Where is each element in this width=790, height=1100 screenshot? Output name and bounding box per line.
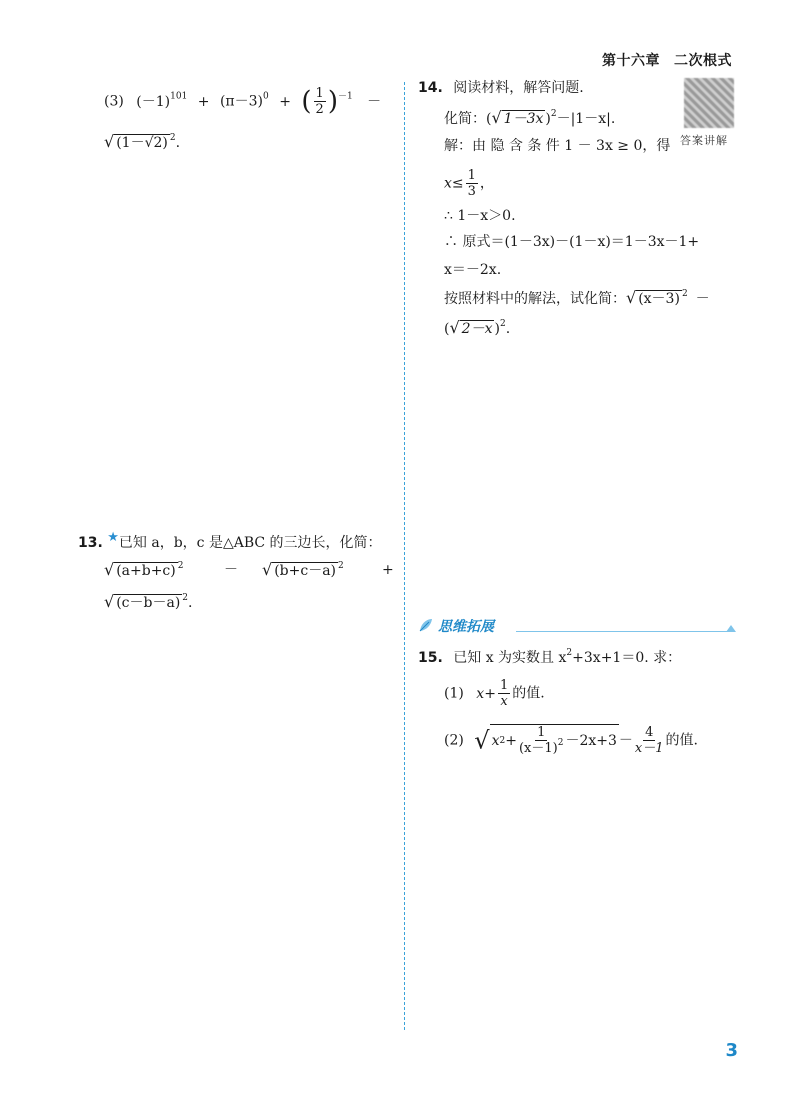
operator: + [279, 93, 291, 110]
q14-line8: (√ 2－x )$^2$. [444, 318, 511, 337]
star-icon: ★ [107, 530, 119, 545]
q14-line6: x＝－2x. [444, 262, 502, 278]
q14-line2: 解：由 隐 含 条 件 1 － 3x ≥ 0，得 [444, 138, 671, 154]
term-exponent: －1 [337, 91, 353, 102]
part-label: (3) [104, 93, 124, 110]
question-text: 阅读材料，解答问题. [453, 80, 584, 96]
q13-expression: √ (a+b+c) $^2$ － √ (b+c－a) $^2$ + [104, 560, 394, 579]
term-exponent: 0 [263, 91, 269, 102]
qr-caption: 答案讲解 [680, 134, 728, 147]
right-paren: ) [327, 86, 338, 117]
q14-line3: x≤ $\frac{1}{3}$ ， [444, 168, 494, 199]
question-number: 13. [78, 535, 103, 551]
q14-title [418, 78, 584, 98]
radical: √ (x－3) [626, 288, 680, 307]
fraction: $\frac{4}{x-1}$ [634, 725, 664, 756]
q13-question [78, 528, 382, 553]
q14-line4: ∴ 1－x＞0. [444, 208, 516, 224]
page-header [602, 50, 732, 70]
q15-question: 15. 已知 x 为实数且 $x^2+3x+1=0$. 求： [418, 648, 682, 666]
radical: √ (c－b－a) [104, 592, 181, 611]
fraction: $\frac{1}{(x-1)^2}$ [518, 725, 564, 756]
q15-part2: (2) √ x 2 + $\frac{1}{(x-1)^2}$ －2x+3 － $\frac{4}{x-1}$ 的值. [444, 725, 698, 756]
chapter-label: 第十六章 [602, 53, 660, 69]
radical: √ 2－x [449, 318, 493, 337]
fraction: $\frac{1}{2}$ [315, 86, 324, 117]
q14-line7: 按照材料中的解法，试化简：√ (x－3) $^2$ － [444, 288, 710, 307]
section-banner [416, 614, 738, 638]
radical: √ 1－3x [491, 108, 544, 127]
radical: √ (1－√2) [104, 132, 168, 151]
q14-line5: ∴ 原式＝(1－3x)－(1－x)＝1－3x－1+ [444, 234, 700, 250]
question-text: 已知 a，b，c 是△ABC 的三边长，化简： [118, 535, 382, 551]
page-number: 3 [725, 1040, 738, 1061]
q14-line1: 化简：(√ 1－3x )$^2$－|1－x|. [444, 108, 616, 127]
part-label: (2) [444, 732, 464, 749]
operator: － [224, 562, 238, 578]
radical: √ (b+c－a) $^2$ [262, 560, 344, 579]
leaf-icon [418, 617, 434, 633]
operator: － [367, 93, 382, 110]
fraction: $\frac{1}{3}$ [467, 168, 476, 199]
question-number: 15. [418, 650, 443, 666]
operator: + [197, 93, 210, 110]
radical: √ (a+b+c) [104, 560, 176, 579]
q15-part1: (1) x+ $\frac{1}{x}$ 的值. [444, 678, 545, 709]
radical: √ x 2 + $\frac{1}{(x-1)^2}$ －2x+3 [474, 725, 617, 756]
q12-part3-line2: √ (1－√2) $^2$. [104, 132, 181, 151]
fraction: $\frac{1}{x}$ [499, 678, 509, 709]
section-title: 思维拓展 [438, 619, 494, 635]
term-exponent: 101 [170, 91, 188, 102]
banner-rule [516, 631, 730, 632]
q13-expression-line2: √ (c－b－a) $^2$. [104, 592, 193, 611]
triangle-icon [726, 625, 736, 632]
left-paren: ( [301, 86, 312, 117]
qr-code-image[interactable] [684, 78, 734, 128]
term-base: (－1) [136, 93, 171, 110]
column-divider [404, 82, 405, 1030]
section-label: 二次根式 [674, 53, 732, 69]
term-base: (π－3) [219, 93, 264, 110]
part-label: (1) [444, 685, 464, 702]
operator: + [382, 562, 394, 578]
question-number: 14. [418, 80, 443, 96]
q12-part3 [104, 86, 381, 117]
